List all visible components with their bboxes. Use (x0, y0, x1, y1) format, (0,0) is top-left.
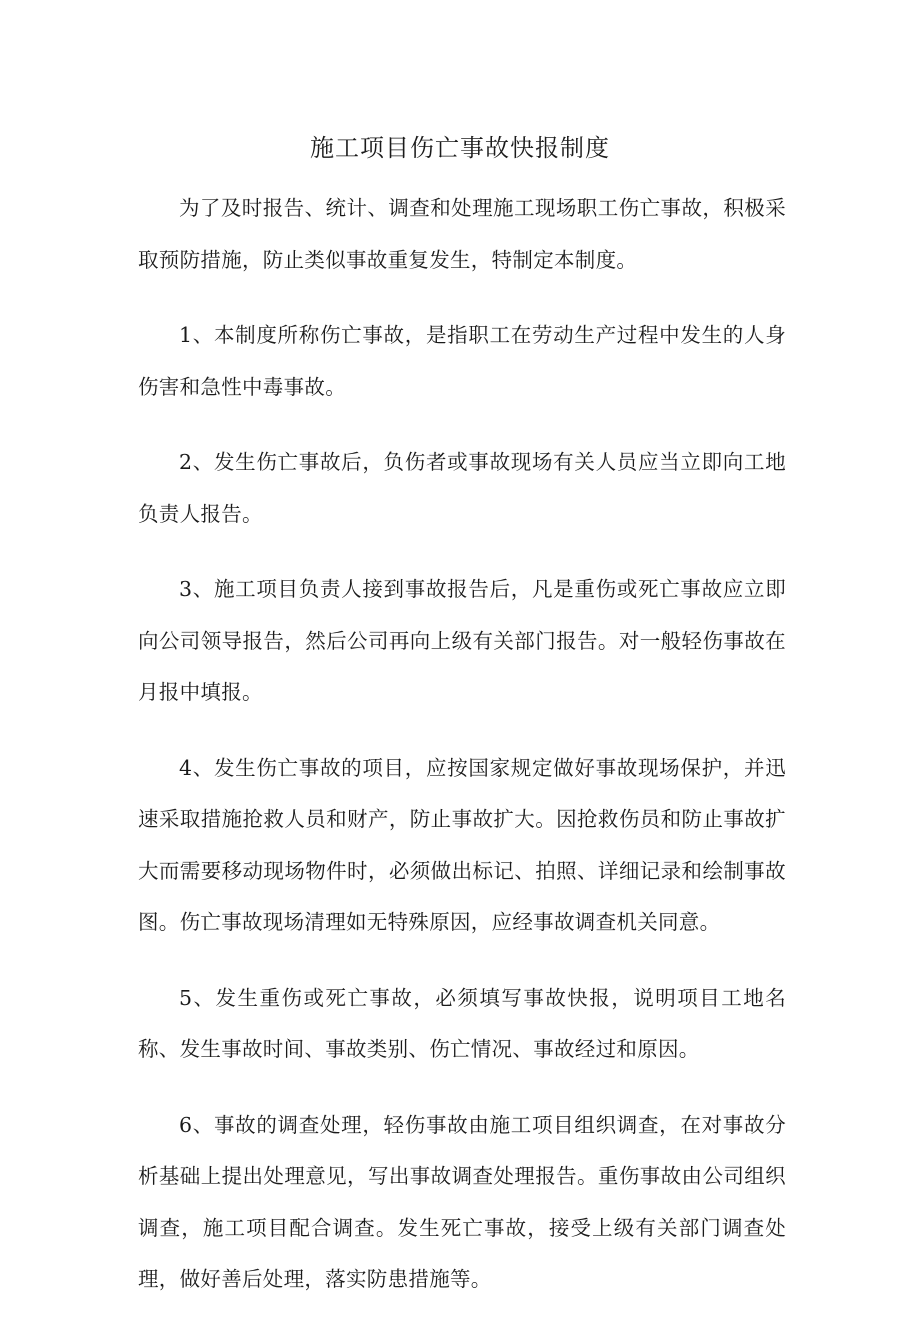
paragraph-3: 3、施工项目负责人接到事故报告后，凡是重伤或死亡事故应立即向公司领导报告，然后公司再向上级有关部门报告。对一般轻伤事故在月报中填报。 (138, 577, 786, 704)
document-title: 施工项目伤亡事故快报制度 (310, 134, 610, 162)
paragraph-5: 5、发生重伤或死亡事故，必须填写事故快报，说明项目工地名称、发生事故时间、事故类别、伤亡情况、事故经过和原因。 (138, 985, 786, 1061)
document-body (138, 183, 786, 1330)
paragraph-1: 1、本制度所称伤亡事故，是指职工在劳动生产过程中发生的人身伤害和急性中毒事故。 (138, 323, 786, 399)
paragraph-6: 6、事故的调查处理，轻伤事故由施工项目组织调查，在对事故分析基础上提出处理意见，写出事故调查处理报告。重伤事故由公司组织调查，施工项目配合调查。发生死亡事故，接受上级有关部门调查处理，做好善后处理，落实防患措施等。 (138, 1112, 786, 1291)
paragraph-2: 2、发生伤亡事故后，负伤者或事故现场有关人员应当立即向工地负责人报告。 (138, 450, 786, 526)
paragraph-intro: 为了及时报告、统计、调查和处理施工现场职工伤亡事故，积极采取预防措施，防止类似事故重复发生，特制定本制度。 (138, 196, 786, 272)
paragraph-4: 4、发生伤亡事故的项目，应按国家规定做好事故现场保护，并迅速采取措施抢救人员和财产，防止事故扩大。因抢救伤员和防止事故扩大而需要移动现场物件时，必须做出标记、拍照、详细记录和绘制事故图。伤亡事故现场清理如无特殊原因，应经事故调查机关同意。 (138, 755, 786, 934)
